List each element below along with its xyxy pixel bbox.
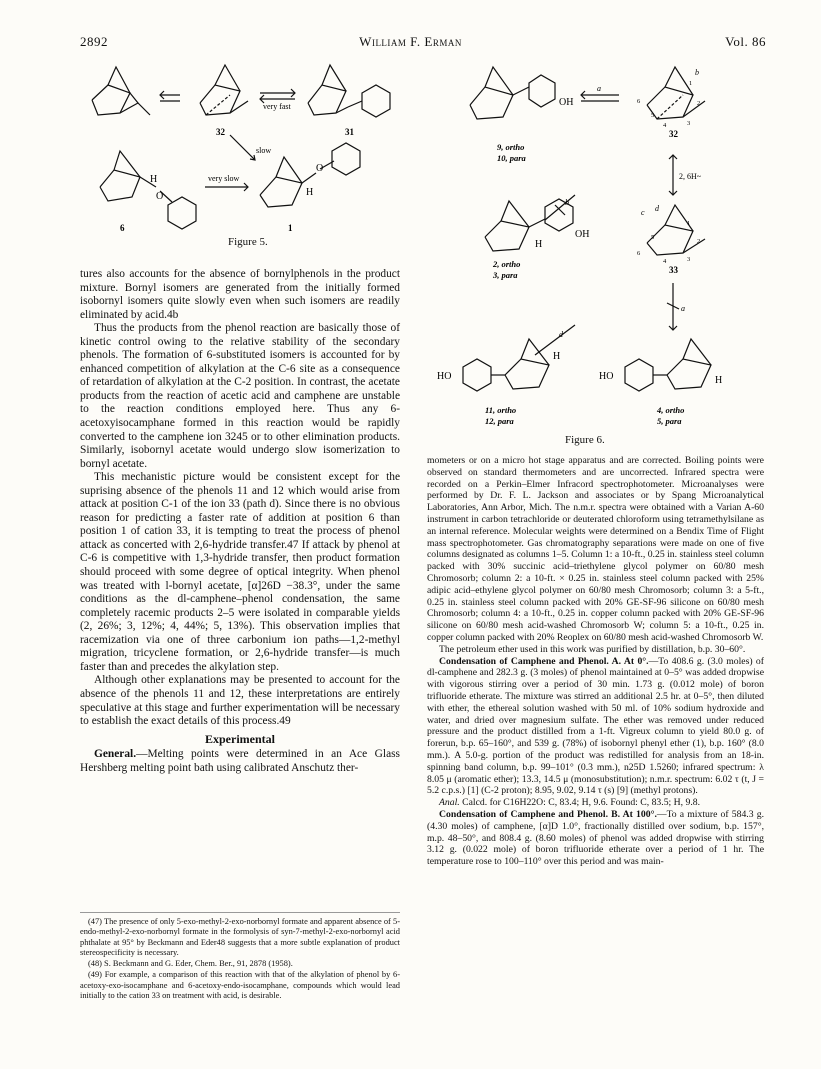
fig5-atom-o1: O (156, 191, 164, 202)
fig6-label-9: 9, ortho (497, 142, 525, 152)
section-text: —To a mixture of 584.3 g. (4.30 moles) of camphene, [α]D 1.0°, fractionally distilled over sodium, b.p. 157°, m.p. 48–50°, and 808.4 g. (8.60 moles) of phenol was added dropwise with stirring 3.12 g. (0.022 mole) of boron trifluoride etherate over a period of 1 hr. The temperature rose to 100–110° over this period and was main- (427, 808, 764, 868)
general-lead: General. (94, 748, 137, 761)
fig5-atom-h1: H (150, 174, 158, 185)
section-text: —To 408.6 g. (3.0 moles) of dl-camphene and 282.3 g. (3 moles) of phenol maintained at 0–5° was added dropwise with vigorous stirring over a period of 30 min. 1.73 g. (0.012 mole) of boron trifluoride etherate. The mixture was stirred an additional 2.5 hr. at 0–5°, then diluted with ether, the ethereal solution washed with 50 ml. of 10% sodium hydroxide and water, and dried over magnesium sulfate. The ether was removed under reduced pressure and the product distilled from a 1-ft. Vigreux column to yield 80.0 g. of forerun, b.p. 65–160°, and 539 g. (78%) of isobornyl phenyl ether (1), b.p. 160° (8.0 mm.). A 5.0-g. portion of the product was redistilled for analysis from an 18-in. spinning band column, b.p. 99–101° (0.3 mm.), n25D 1.5260; infrared spectrum: λ 8.05 μ (aromatic ether); 13.3, 14.5 μ (monosubstitution); n.m.r. spectrum: 6.02 τ (t, J = 5.2 c.p.s.) [1] (C-2 proton); 8.95, 9.02, 9.14 τ (s) [9] (methyl protons). (427, 655, 764, 797)
fig6-ring-num: 1 (689, 80, 693, 87)
fig6-arrow-d2: d (559, 330, 563, 339)
footnotes (80, 912, 400, 1002)
paragraph: Thus the products from the phenol reaction are basically those of kinetic control owing to the relative stability of the secondary phenols. The formation of 6-substituted isomers is accounted for by enhanced competition of alkylation at the C-6 site as a consequence of retardation of alkylation at the C-2 position. In contrast, the acetate products from the reaction of acetic acid and camphene are unstable to the reaction conditions employed here. Thus any 6-acetoxyisocamphane formed in this reaction would be rapidly converted to the camphene ion 3245 or to other elimination products. Similarly, isobornyl acetate would undergo slow isomerization to bornyl acetate. (80, 322, 400, 470)
fig6-ring-num: 4 (663, 258, 667, 265)
fig6-atom-oh1: OH (559, 97, 574, 108)
page-number: 2892 (80, 34, 108, 49)
fig6-ring-num: 1 (687, 220, 691, 227)
fig6-ring-num: 6 (637, 98, 641, 105)
fig6-label-32: 32 (669, 129, 678, 139)
fig5-arrow-slow: slow (256, 146, 272, 155)
fig6-ring-num: 3 (687, 120, 691, 127)
figure-6-scheme (425, 55, 770, 435)
fig5-arrow-very-fast: very fast (263, 102, 291, 111)
fig6-arrow-a2: a (681, 304, 685, 313)
fig6-label-4: 4, ortho (657, 405, 685, 415)
fig6-label-12: 12, para (485, 416, 514, 426)
fig6-atom-ho1: HO (437, 371, 452, 382)
fig6-label-2: 2, ortho (493, 259, 521, 269)
running-author: William F. Erman (359, 34, 462, 49)
fig6-ring-num: 4 (663, 122, 667, 129)
fig6-ring-num: 5 (651, 112, 655, 119)
paragraph: The petroleum ether used in this work was purified by distillation, b.p. 30–60°. (439, 643, 746, 655)
fig5-label-1: 1 (288, 223, 293, 233)
fig5-label-32: 32 (216, 127, 225, 137)
paragraph: Although other explanations may be presented to account for the absence of the phenols 11 and 12, these interpretations are entirely speculative at this stage and further experimentation will be necessary to establish the exact details of this process.49 (80, 674, 400, 728)
fig6-ring-num: 3 (687, 256, 691, 263)
fig5-label-6: 6 (120, 223, 125, 233)
footnote-49: (49) For example, a comparison of this reaction with that of the alkylation of phenol by 6-acetoxy-exo-isocamphane and 6-acetoxy-endo-isocamphane, compounds which would lead initially to the cation 33 on treatment with acid, is desirable. (80, 970, 400, 1001)
fig5-atom-o2: O (316, 163, 324, 174)
fig6-ring-num: 2 (697, 100, 701, 107)
figure-5-caption: Figure 5. (228, 236, 268, 248)
fig6-arrow-b1: b (695, 68, 699, 77)
right-column (427, 455, 764, 868)
fig5-arrow-very-slow: very slow (208, 174, 240, 183)
volume: Vol. 86 (725, 34, 766, 49)
section-lead: Anal. (439, 797, 460, 809)
fig6-arrow-c: c (641, 208, 645, 217)
fig6-ring-num: 6 (637, 250, 641, 257)
fig6-ring-num: 5 (651, 234, 655, 241)
footnote-47: (47) The presence of only 5-exo-methyl-2-exo-norbornyl formate and apparent absence of 5-endo-methyl-2-exo-norbornyl formate in the formolysis of syn-7-methyl-2-exo-norbornyl acid phthalate at 95° by Beckmann and Eder48 suggests that a more subtle explanation of product stereospecificity is necessary. (80, 917, 400, 957)
footnote-48: (48) S. Beckmann and G. Eder, Chem. Ber., 91, 2878 (1958). (88, 959, 293, 969)
general-text: —Melting points were determined in an Ace Glass Hershberg melting point bath using calibrated Anschutz ther- (80, 748, 400, 774)
fig6-atom-h3: H (715, 375, 723, 386)
section-lead: Condensation of Camphene and Phenol. A. At 0°. (439, 655, 649, 667)
fig6-atom-ho2: HO (599, 371, 614, 382)
fig5-atom-h2: H (306, 187, 314, 198)
fig6-label-3: 3, para (493, 270, 518, 280)
fig6-atom-h1: H (535, 239, 543, 250)
fig6-label-33: 33 (669, 265, 678, 275)
fig6-atom-oh2: OH (575, 229, 590, 240)
fig6-arrow-d1: d (655, 204, 659, 213)
fig6-label-10: 10, para (497, 153, 526, 163)
paragraph: mometers or on a micro hot stage apparatus and are corrected. Boiling points were observed on standard thermometers and are uncorrected. Infrared spectra were recorded on a Perkin–Elmer Infracord spectrophotometer. Microanalyses were performed by Dr. F. L. Jackson and associates or by Spang Microanalytical Laboratories, Ann Arbor, Mich. The n.m.r. spectra were obtained with a Varian A-60 instrument in carbon tetrachloride or deuterated chloroform using tetramethylsilane as an internal reference. Molecular weights were determined on a Bendix Time of Flight mass spectrophotometer. Gas chromatography separations were made on one of five columns designated as columns 1–5. Column 1: a 10-ft., 0.25 in. stainless steel column packed with 30% succinic acid–triethylene glycol polymer on 60/80 mesh Chromosorb; column 2: a 10-ft. × 0.25 in. stainless steel column packed with 25% adipic acid–ethylene glycol polymer on 60/80 mesh Chromosorb; column 3: a 5-ft., 0.25 in. stainless steel column packed with 20% GE-SF-96 silicone on 60/80 mesh Chromosorb; column 4: a 10-ft., 0.25 in. copper column packed with 20% GE-SF-96 silicone on 60/80 mesh acid-washed Chromosorb W; column 5: a 10-ft., 0.25 in. copper column packed with 20% Reoplex on 60/80 mesh acid-washed Chromosorb W. (427, 455, 764, 643)
left-column (80, 268, 400, 775)
section-lead: Condensation of Camphene and Phenol. B. At 100°. (439, 808, 657, 820)
section-text: Calcd. for C16H22O: C, 83.4; H, 9.6. Found: C, 83.5; H, 9.8. (459, 797, 701, 809)
fig6-arrow-a1: a (597, 84, 601, 93)
fig6-label-11: 11, ortho (485, 405, 517, 415)
fig6-ring-num: 2 (697, 238, 701, 245)
fig6-arrow-26h: 2, 6H~ (679, 172, 702, 181)
section-heading-experimental: Experimental (205, 731, 275, 746)
figure-5-scheme (80, 55, 410, 240)
fig6-label-5: 5, para (657, 416, 682, 426)
paragraph: This mechanistic picture would be consistent except for the suprising absence of the phenols 11 and 12 which would arise from attack at position C-1 of the ion 33 (path d). Since there is no obvious reason for predicting a faster rate of addition at position 6 than position 1 of cation 33, it is tempting to treat the process of phenol attack as concerted with 2,6-hydride transfer.47 If attack by phenol at C-6 is competitive with 1,3-hydride transfer, then product formation should proceed with some degree of optical integrity. When phenol was treated with l-bornyl acetate, [α]26D −38.3°, under the same conditions as the dl-camphene–phenol condensation, the same completely racemic products 2–5 were isolated in comparable yields (2, 26%; 3, 12%; 4, 44%; 5, 13%). This observation implies that racemization via one of three carbonium ion paths—1,2-methyl migration, tricyclene formation, or 2,6-hydride transfer—is much faster than and precedes the alkylation step. (80, 471, 400, 673)
paragraph: tures also accounts for the absence of bornylphenols in the product mixture. Bornyl isomers are generated from the initially formed isobornyl isomers quite slowly even when such isomers are readily eliminated by acid.4b (80, 268, 400, 321)
figure-6-caption: Figure 6. (565, 434, 605, 446)
fig6-arrow-b2: b (565, 198, 569, 207)
fig5-label-31: 31 (345, 127, 354, 137)
fig6-atom-h2: H (553, 351, 561, 362)
